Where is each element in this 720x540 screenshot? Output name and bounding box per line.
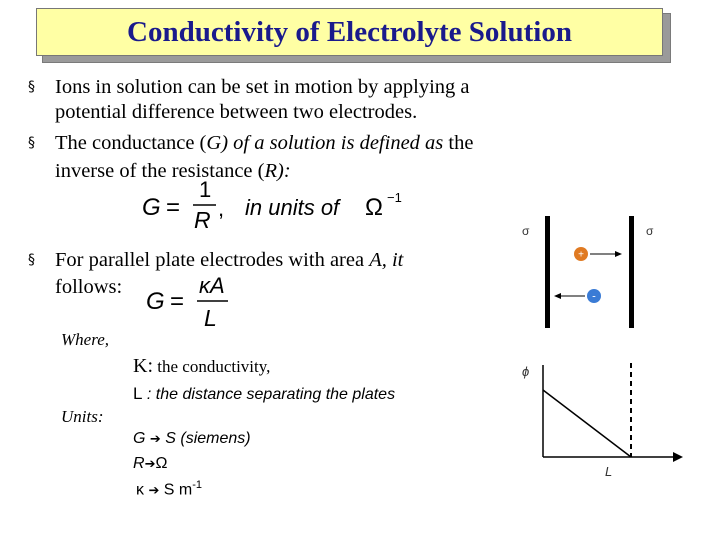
bullet-2-text-c: the	[443, 132, 474, 154]
where-label: Where,	[61, 330, 109, 349]
unit-conductance-rhs: S (siemens)	[160, 430, 251, 447]
definition-distance-text: : the distance separating the plates	[142, 386, 396, 403]
unit-conductivity-rhs: S m	[159, 481, 193, 499]
right-charge-density-label: σ	[646, 224, 654, 238]
left-electrode-plate	[545, 216, 550, 328]
formula-1-lhs: G	[142, 194, 161, 221]
unit-resistance-lhs: R	[133, 455, 145, 472]
definition-conductivity-symbol: Κ:	[133, 355, 153, 377]
distance-axis-label: L	[605, 464, 613, 479]
formula-2-lhs: G	[146, 288, 165, 315]
unit-conductivity-exponent: -1	[192, 479, 203, 491]
bullet-icon: §	[28, 79, 35, 95]
bullet-2-text-e: R):	[264, 160, 291, 182]
unit-resistance	[133, 455, 167, 473]
definition-conductivity	[133, 355, 270, 378]
bullet-3-text-a: For parallel plate electrodes with area	[55, 249, 370, 271]
bullet-3-text-b: A, it	[369, 249, 404, 271]
potential-axis-label: ϕ	[522, 364, 530, 379]
formula-1-numerator: 1	[199, 178, 212, 202]
arrow-icon: ➔	[144, 457, 156, 472]
cation-sign: +	[578, 249, 584, 261]
bullet-2-text-a: The conductance (	[55, 132, 207, 154]
electrode-diagram	[510, 210, 690, 335]
formula-1-units-text: in units of	[245, 195, 340, 220]
formula-1-exponent: −1	[387, 190, 402, 205]
bullet-2-text-d: inverse of the resistance (	[55, 160, 265, 182]
x-axis-arrow-head	[673, 452, 683, 462]
right-electrode-plate	[629, 216, 634, 328]
bullet-1-line-2: potential difference between two electrodes.	[55, 100, 418, 123]
unit-conductance	[133, 430, 251, 448]
potential-line	[543, 390, 631, 457]
unit-conductivity-lhs: κ	[136, 481, 144, 499]
bullet-1-line-1: Ions in solution can be set in motion by applying a	[55, 76, 470, 98]
arrow-icon: ➔	[149, 432, 161, 447]
definition-conductivity-text: the conductivity,	[153, 357, 271, 376]
formula-2-numerator: κA	[199, 273, 225, 298]
formula-2-equals: =	[170, 288, 185, 315]
bullet-icon: §	[28, 135, 35, 151]
definition-distance	[133, 384, 395, 404]
cation-arrow-head	[615, 251, 622, 257]
formula-1-denominator: R	[194, 207, 211, 230]
anion-sign: -	[592, 290, 596, 303]
anion-arrow-head	[554, 293, 561, 299]
parallel-plate-formula	[142, 272, 242, 336]
bullet-2-line-1	[55, 131, 473, 156]
page-title: Conductivity of Electrolyte Solution	[127, 15, 572, 48]
definition-distance-symbol: L	[133, 384, 143, 403]
formula-1-comma: ,	[218, 196, 225, 221]
formula-1-equals: =	[166, 194, 181, 221]
formula-2-denominator: L	[204, 305, 217, 331]
left-charge-density-label: σ	[522, 224, 530, 238]
unit-conductivity	[136, 479, 202, 499]
arrow-icon: ➔	[148, 483, 160, 499]
title-box	[36, 8, 663, 56]
bullet-icon: §	[28, 252, 35, 268]
conductance-formula	[138, 178, 418, 230]
bullet-3-line-1	[55, 248, 403, 273]
bullet-3-line-2: follows:	[55, 276, 123, 298]
formula-1-unit: Ω	[365, 194, 383, 221]
potential-plot	[515, 355, 690, 485]
unit-conductance-lhs: G	[133, 430, 146, 447]
units-label: Units:	[61, 407, 104, 426]
bullet-2-text-b: G) of a solution is defined as	[206, 132, 444, 154]
unit-resistance-rhs: Ω	[155, 455, 168, 472]
